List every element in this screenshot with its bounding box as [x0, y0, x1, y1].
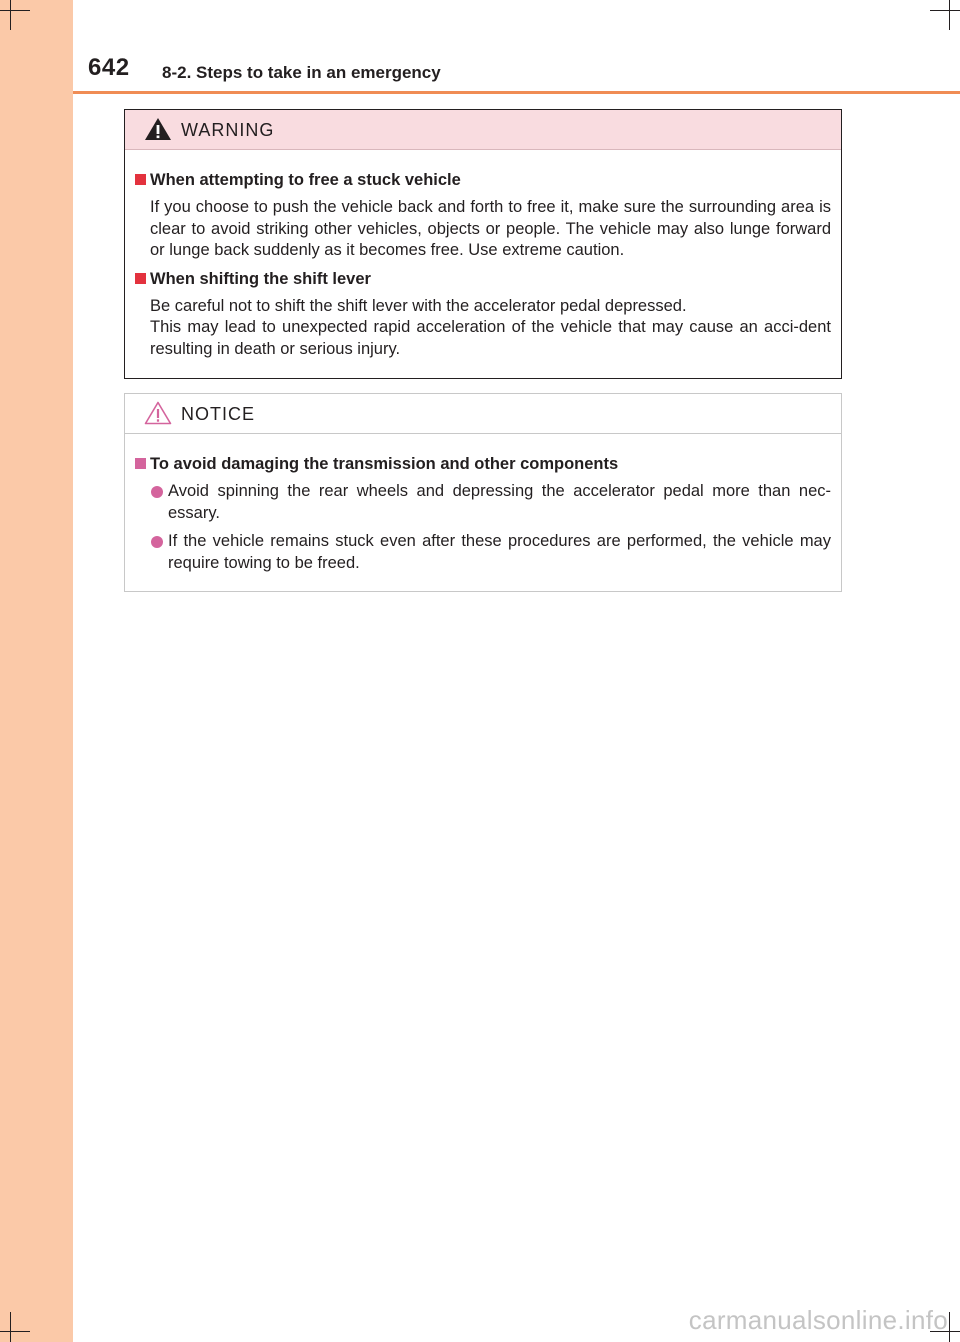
- notice-box: [124, 393, 842, 592]
- side-tab: [0, 0, 73, 1342]
- notice-triangle-icon: [144, 401, 172, 425]
- warning-paragraph: Be careful not to shift the shift lever with the accelerator pedal depressed.: [150, 296, 687, 315]
- warning-header: [125, 110, 841, 150]
- warning-triangle-icon: [144, 117, 172, 141]
- watermark: carmanualsonline.info: [688, 1305, 948, 1335]
- crop-mark: [10, 1312, 11, 1342]
- crop-mark: [10, 0, 11, 30]
- round-bullet-icon: [151, 486, 163, 498]
- warning-box: [124, 109, 842, 379]
- warning-section-title-text: When attempting to free a stuck vehicle: [150, 171, 461, 189]
- crop-mark: [0, 1331, 30, 1332]
- round-bullet-icon: [151, 536, 163, 548]
- section-title: 8-2. Steps to take in an emergency: [162, 63, 441, 82]
- crop-mark: [949, 1312, 950, 1342]
- warning-section-title: [135, 170, 831, 190]
- notice-header: [125, 394, 841, 434]
- square-bullet-icon: [135, 458, 146, 469]
- warning-body: [125, 150, 841, 360]
- warning-paragraph: If you choose to push the vehicle back and forth to free it, make sure the surrounding area is clear to avoid striking other vehicles, objects or people. The vehicle may also lunge forward or lunge back suddenly as it becomes free. Use extreme caution.: [150, 198, 831, 259]
- notice-bullet-text: Avoid spinning the rear wheels and depressing the accelerator pedal more than nec-essary.: [168, 482, 831, 522]
- square-bullet-icon: [135, 174, 146, 185]
- notice-body: [125, 434, 841, 574]
- notice-bullet: [135, 531, 831, 574]
- page-number: 642: [88, 54, 130, 81]
- warning-section-title: [135, 269, 831, 289]
- crop-mark: [930, 10, 960, 11]
- notice-label: NOTICE: [181, 404, 256, 424]
- crop-mark: [949, 0, 950, 30]
- notice-bullet-text: If the vehicle remains stuck even after these procedures are performed, the vehicle may require towing to be freed.: [168, 532, 831, 572]
- notice-section-title-text: To avoid damaging the transmission and other components: [150, 455, 619, 473]
- notice-section-title: [135, 454, 831, 474]
- header-rule: [73, 91, 960, 94]
- warning-paragraph: This may lead to unexpected rapid acceleration of the vehicle that may cause an acci-dent resulting in death or serious injury.: [150, 318, 831, 358]
- square-bullet-icon: [135, 273, 146, 284]
- warning-label: WARNING: [181, 120, 275, 140]
- notice-bullet: [135, 481, 831, 524]
- crop-mark: [0, 10, 30, 11]
- warning-section-title-text: When shifting the shift lever: [150, 269, 371, 288]
